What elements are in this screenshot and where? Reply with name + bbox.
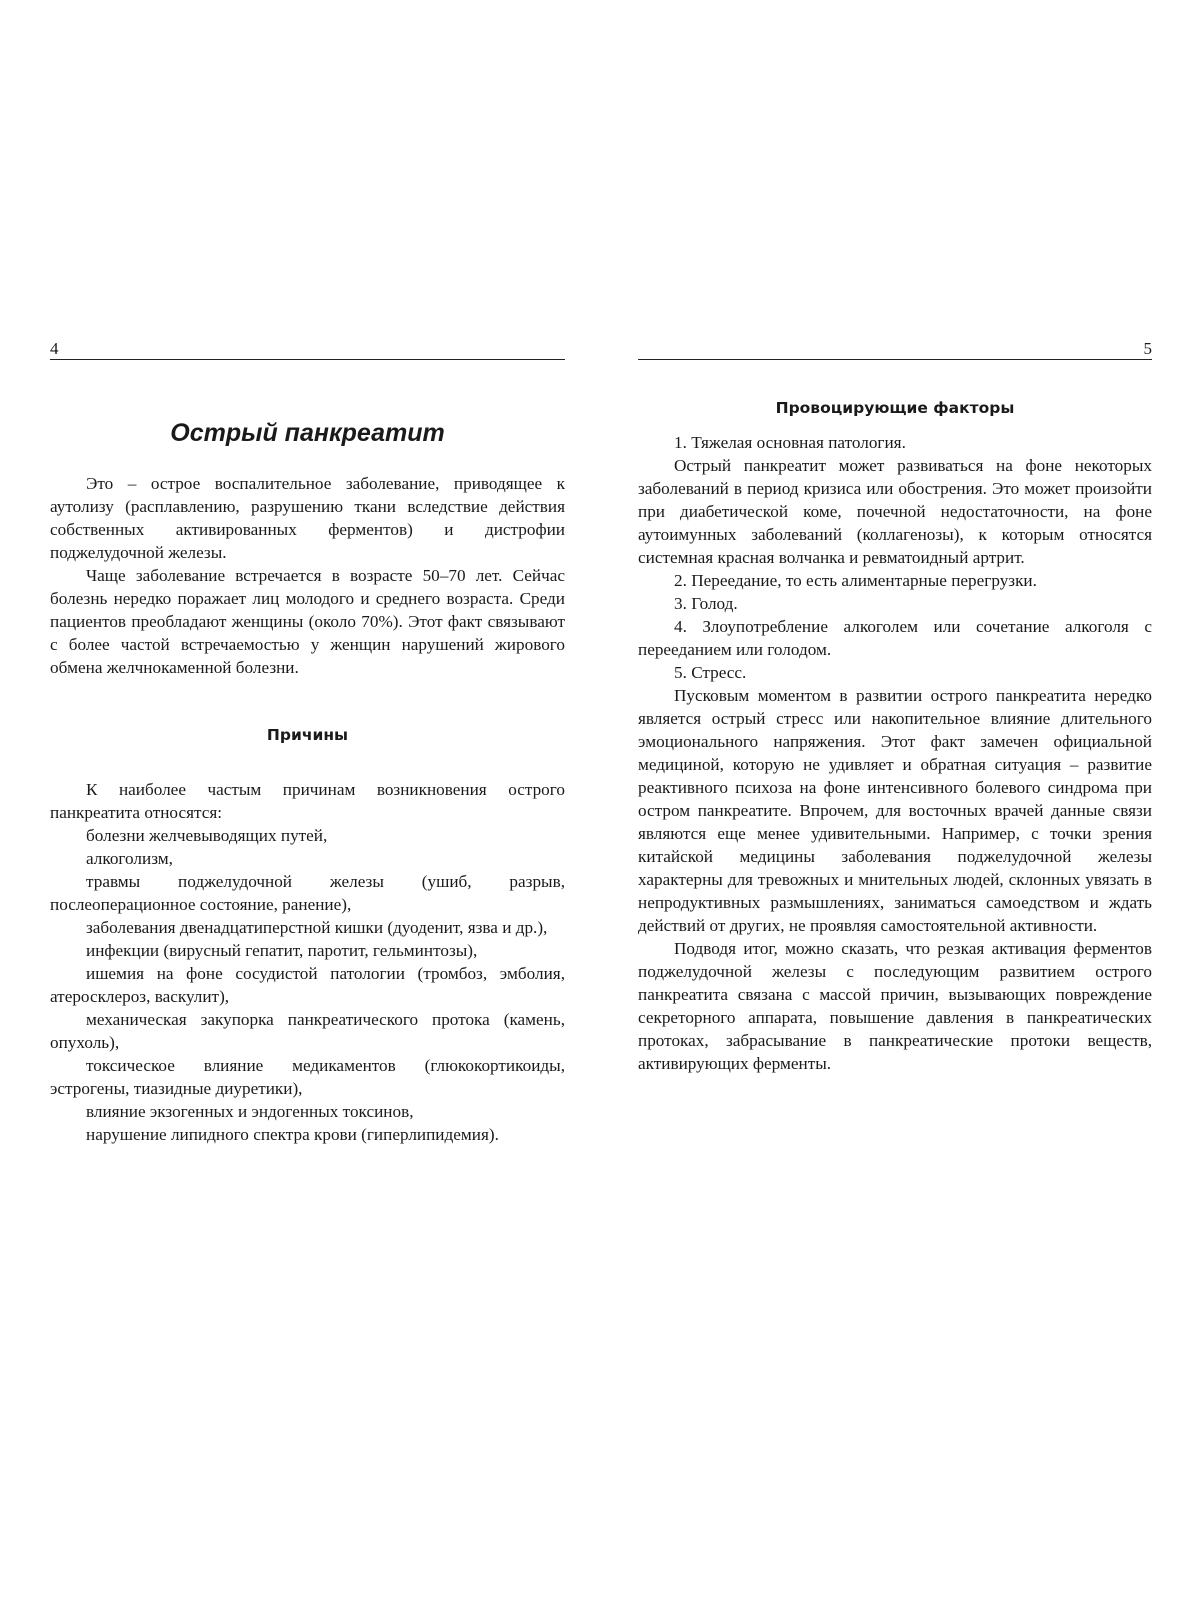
causes-list-item: инфекции (вирусный гепатит, паротит, гельминтозы), — [86, 941, 478, 960]
factors-paragraph: Острый панкреатит может развиваться на фоне некоторых заболеваний в период кризиса или обострения. Это может произойти при диабетической коме, почечной недостаточности, на фоне аутоимунных заболеваний (коллагенозы), к которым относятся системная красная волчанка и ревматоидный артрит. — [638, 456, 1152, 567]
factors-paragraph: Подводя итог, можно сказать, что резкая активация ферментов поджелудочной железы с последующим развитием острого панкреатита связана с массой причин, вызывающих повреждение секреторного аппарата, повышение давления в панкреатических протоках, забрасывание в панкреатические протоки веществ, активирующих ферменты. — [638, 939, 1152, 1073]
chapter-title: Острый панкреатит — [170, 419, 445, 447]
causes-list-item: ишемия на фоне сосудистой патологии (тромбоз, эмболия, атеросклероз, васкулит), — [50, 964, 565, 1006]
causes-list-item: заболевания двенадцатиперстной кишки (дуоденит, язва и др.), — [86, 918, 548, 937]
factors-paragraph: 4. Злоупотребление алкоголем или сочетание алкоголя с перееданием или голодом. — [638, 617, 1152, 659]
causes-intro: К наиболее частым причинам возникновения острого панкреатита относятся: — [50, 780, 565, 822]
causes-list-item: токсическое влияние медикаментов (глюкокортикоиды, эстрогены, тиазидные диуретики), — [50, 1056, 565, 1098]
header-rule-right — [638, 359, 1152, 360]
factors-paragraph: 3. Голод. — [674, 594, 738, 613]
causes-list-item: алкоголизм, — [86, 849, 173, 868]
causes-list-item: травмы поджелудочной железы (ушиб, разрыв, послеоперационное состояние, ранение), — [50, 872, 565, 914]
factors-paragraph: 2. Переедание, то есть алиментарные перегрузки. — [674, 571, 1037, 590]
intro-paragraph-1: Это – острое воспалительное заболевание, приводящее к аутолизу (расплавлению, разрушению ткани вследствие действия собственных активированных ферментов) и дистрофии поджелудочной железы. — [50, 474, 565, 562]
causes-list-item: механическая закупорка панкреатического протока (камень, опухоль), — [50, 1010, 565, 1052]
causes-list-item: болезни желчевыводящих путей, — [86, 826, 328, 845]
right-page-content — [638, 398, 1152, 1075]
factors-paragraph: 1. Тяжелая основная патология. — [674, 433, 906, 452]
page-number-left: 4 — [50, 339, 59, 358]
causes-list-item: нарушение липидного спектра крови (гиперлипидемия). — [86, 1125, 499, 1144]
causes-list-item: влияние экзогенных и эндогенных токсинов, — [86, 1102, 414, 1121]
header-rule-left — [50, 359, 565, 360]
intro-paragraph-2: Чаще заболевание встречается в возрасте 50–70 лет. Сейчас болезнь нередко поражает лиц молодого и среднего возраста. Среди пациентов преобладают женщины (около 70%). Этот факт связывают с более частой встречаемостью у женщин нарушений жирового обмена желчнокаменной болезни. — [50, 566, 565, 677]
factors-paragraph: 5. Стресс. — [674, 663, 747, 682]
factors-paragraph: Пусковым моментом в развитии острого панкреатита нередко является острый стресс или накопительное влияние длительного эмоционального напряжения. Этот факт замечен официальной медициной, которую не удивляет и обратная ситуация – развитие реактивного психоза на фоне интенсивного болевого синдрома при остром панкреатите. Впрочем, для восточных врачей данные связи являются еще менее удивительными. Например, с точки зрения китайской медицины заболевания поджелудочной железы характерны для тревожных и мнительных людей, склонных увязать в непродуктивных размышлениях, заниматься самоедством и ждать действий от других, не проявляя самостоятельной активности. — [638, 686, 1152, 935]
page-number-right: 5 — [1143, 339, 1152, 358]
left-page-content — [50, 418, 565, 1146]
factors-heading: Провоцирующие факторы — [775, 399, 1015, 417]
causes-heading: Причины — [266, 726, 349, 744]
